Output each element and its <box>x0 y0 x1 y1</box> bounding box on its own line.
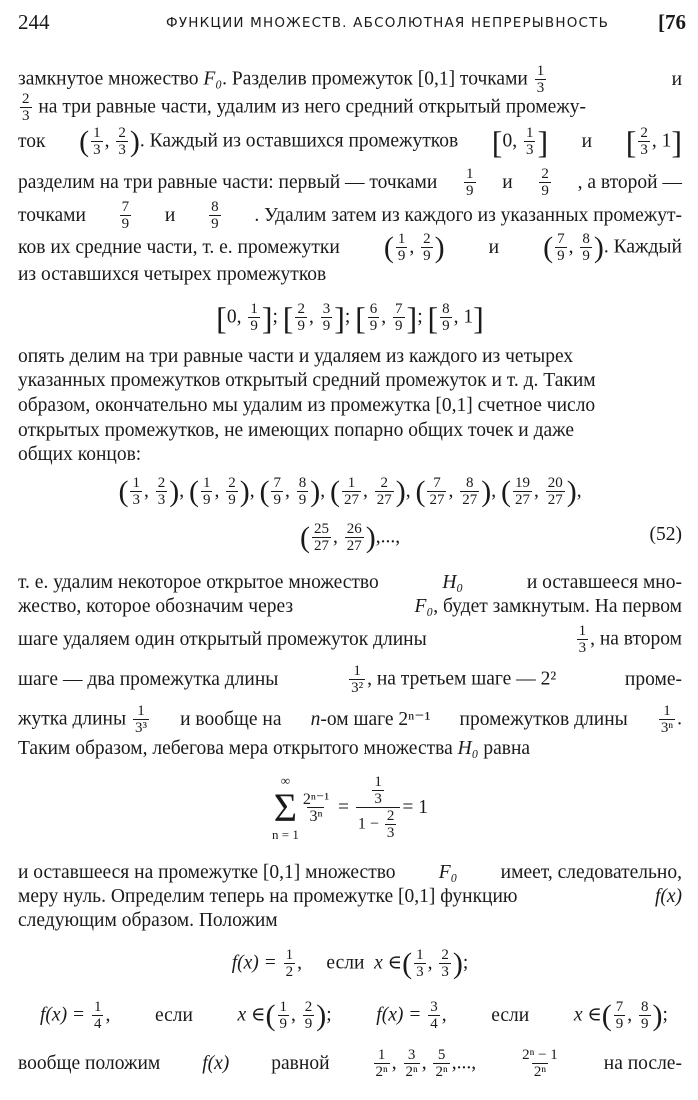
text-line: образом, окончательно мы удалим из промежутка [0,1] счетное число <box>18 395 596 416</box>
text-line: ток ( $\frac{1}{3}$ , $\frac{2}{3}$ ). Каждый из оставшихся промежутков [0, $\frac{1}{3}$ ] и [ $\frac{2}{3}$ , 1] <box>18 124 682 160</box>
page-number: 244 <box>18 10 50 34</box>
text-line: разделим на три равные части: первый — точками 1 9 и 2 9 , а второй — <box>18 166 682 199</box>
text-line: шаге удаляем один открытый промежуток длины $\frac{1}{3}$ , на втором <box>18 623 682 656</box>
text-line: вообще положим f(x) равной $\frac{1}{\text{2ⁿ}}$ , $\frac{3}{\text{2ⁿ}}$ , $\frac{5}{\text{2ⁿ}}$ ,..., 2ⁿ − 1 2ⁿ на после- <box>18 1047 682 1080</box>
display-formula: ( $\frac{1}{3}$ , $\frac{2}{3}$ ), ( $\frac{1}{9}$ , $\frac{2}{9}$ ), ( $\frac{7}{9}$ , $\frac{8}{9}$ ), ( $\frac{1}{27}$ , $\frac{2}{27}$ ), ( $\frac{7}{27}$ , $\frac{8}{27}$ ), ( $\frac{19}{27}$ , $\frac{20}{27}$ ), <box>118 475 582 508</box>
display-formula: ( $\frac{25}{27}$ , $\frac{26}{27}$ ),..., (52) <box>299 521 682 554</box>
page-header <box>18 10 686 40</box>
display-formula: ∞ Σ n = 1 $\frac{\text{2ⁿ⁻¹}}{\text{3ⁿ}}$ = $\frac{1}{3}$ 1 − $\frac{2}{3}$ = 1 <box>271 773 429 842</box>
text-line: указанных промежутков открытый средний промежуток и т. д. Таким <box>18 370 596 391</box>
equation-number: (52) <box>649 524 682 545</box>
display-formula: f(x) = $\frac{1}{4}$ , если x ∈( $\frac{1}{9}$ , $\frac{2}{9}$ ); f(x) = $\frac{3}{4}$ , если x ∈( $\frac{7}{9}$ , $\frac{8}{9}$ ); <box>40 999 668 1032</box>
text-line: $\frac{2}{3}$ на три равные части, удалим из него средний открытый промежу- <box>22 91 587 124</box>
text-line: следующим образом. Положим <box>18 910 278 931</box>
text-line: Таким образом, лебегова мера открытого множества H₀ равна <box>18 738 531 759</box>
text-line: шаге — два промежутка длины $\frac{1}{\text{3²}}$ , на третьем шаге — 2² проме- <box>18 663 682 696</box>
text-line: замкнутое множество F₀. Разделив промежуток [0,1] точками $\frac{1}{3}$ и <box>18 63 682 96</box>
text-line: т. е. удалим некоторое открытое множество H₀ и оставшееся мно- <box>18 572 682 593</box>
text-line: из оставшихся четырех промежутков <box>18 264 327 285</box>
text-line: и оставшееся на промежутке [0,1] множество F₀ имеет, следовательно, <box>18 862 682 883</box>
display-formula: [0, $\frac{1}{9}$ ]; [ $\frac{2}{9}$ , $\frac{3}{9}$ ]; [ $\frac{6}{9}$ , $\frac{7}{9}$ ]; [ $\frac{8}{9}$ , 1] <box>216 300 484 336</box>
text-line: открытых промежутков, не имеющих попарно общих точек и даже <box>18 420 575 441</box>
text-line: общих концов: <box>18 444 142 465</box>
text-line: ков их средние части, т. е. промежутки ( $\frac{1}{9}$ , $\frac{2}{9}$ ) и ( $\frac{7}{9}$ , $\frac{8}{9}$ ). Каждый <box>18 231 682 264</box>
section-number: [76 <box>658 10 686 34</box>
running-title: ФУНКЦИИ МНОЖЕСТВ. АБСОЛЮТНАЯ НЕПРЕРЫВНОСТЬ <box>166 15 610 31</box>
display-formula: f(x) = $\frac{1}{2}$ , если x ∈( $\frac{1}{3}$ , $\frac{2}{3}$ ); <box>231 947 469 980</box>
text-line: меру нуль. Определим теперь на промежутке [0,1] функцию f(x) <box>18 886 682 907</box>
text-line: жество, которое обозначим через F₀, будет замкнутым. На первом <box>18 596 682 617</box>
text-line: опять делим на три равные части и удаляем из каждого из четырех <box>18 346 574 367</box>
text-line: жутка длины $\frac{1}{\text{3³}}$ и вообще на n-ом шаге 2ⁿ⁻¹ промежутков длины $\frac{1}{\text{3ⁿ}}$ . <box>18 703 682 736</box>
text-line: точками 7 9 и 8 9 . Удалим затем из каждого из указанных промежут- <box>18 199 682 232</box>
